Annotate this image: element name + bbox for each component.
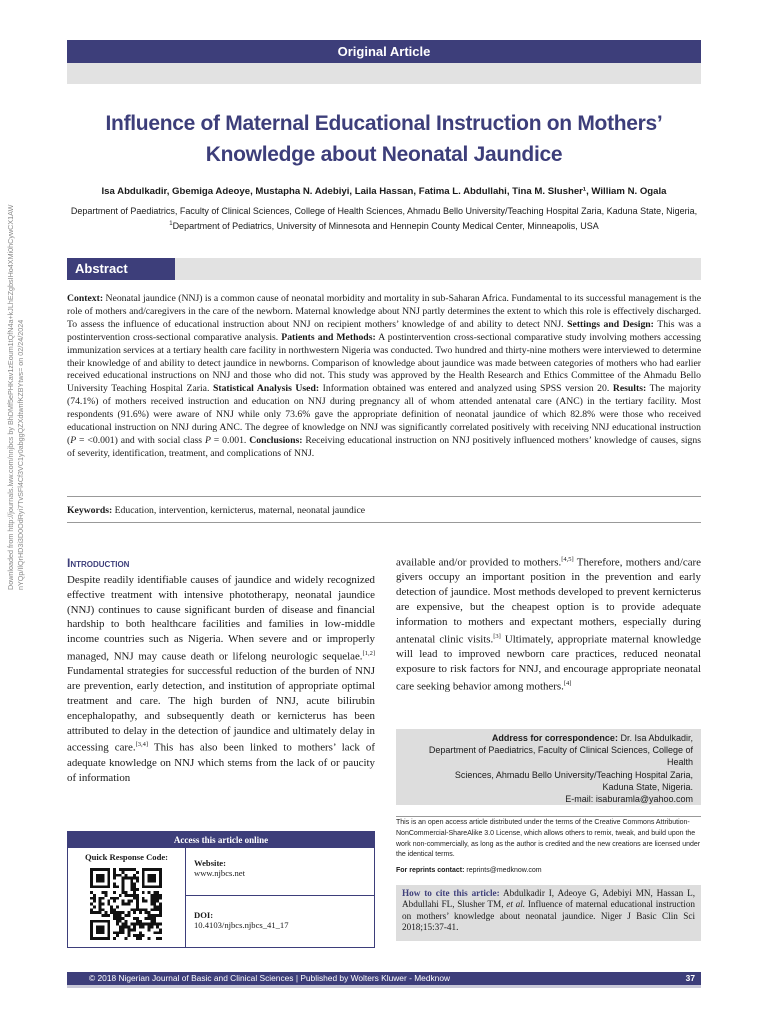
- footer-strip: [67, 985, 701, 988]
- citation-ref[interactable]: [4]: [563, 679, 572, 687]
- left-column: [67, 556, 375, 785]
- intro-text: Despite readily identifiable causes of jaundice and widely recognized effective treatment with intensive phototherapy, neonatal jaundice (NNJ) continues to cause significant burden of disease and financial hardship to both healthcare facilities and families in low-middle income countries such as Nigeria. When severe and or improperly managed, NNJ may cause death or lifelong neurologic sequelae.: [67, 574, 375, 663]
- qr-label: Quick Response Code:: [84, 852, 169, 862]
- abstract-heading: Abstract: [67, 258, 175, 280]
- email-link[interactable]: isaburamla@yahoo.com: [595, 794, 693, 805]
- keywords: [67, 505, 701, 516]
- citation-ref[interactable]: [4,5]: [561, 556, 574, 563]
- affiliation-1: Department of Paediatrics, Faculty of Clinical Sciences, College of Health Sciences, Ahmadu Bello University/Teaching Hospital Zaria, Kaduna State, Nigeria,: [70, 206, 698, 216]
- keywords-label: Keywords:: [67, 505, 113, 516]
- intro-text: Ultimately, appropriate maternal knowledge will lead to improved newborn care practices, reduced neonatal exposure to risk factors for NNJ, and encourage appropriate neonatal care seeking behavior among mothers.: [396, 633, 701, 693]
- conclusions-label: Conclusions:: [249, 434, 303, 446]
- intro-text: Therefore, mothers and/care givers occupy an important position in the prevention and early detection of jaundice. Most methods developed to prevent kernicterus are expensive, but the cheapest option is to provide adequate information to mothers and expectant mothers, especially during antenatal clinic visits.: [396, 556, 701, 646]
- access-heading: Access this article online: [68, 832, 374, 848]
- article-title: Influence of Maternal Educational Instruction on Mothers’ Knowledge about Neonatal Jaundice: [105, 112, 663, 166]
- website-link[interactable]: www.njbcs.net: [194, 868, 245, 878]
- cite-text-b: Influence of maternal educational instruction on mothers’ knowledge about neonatal jaundice. Niger J Basic Clin Sci 2018;15:37-41.: [402, 899, 696, 933]
- footer-text: © 2018 Nigerian Journal of Basic and Clinical Sciences | Published by Wolters Kluwer - Medknow: [89, 973, 451, 983]
- cite-label: How to cite this article:: [402, 888, 500, 898]
- cite-text-a: Abdulkadir I, Adeoye G, Adebiyi MN, Hassan L, Abdullahi FL, Slusher TM,: [402, 888, 695, 910]
- reprints-label: For reprints contact:: [396, 867, 465, 874]
- patients-label: Patients and Methods:: [281, 331, 376, 343]
- conclusions-text: Receiving educational instruction on NNJ positively influenced mothers’ knowledge of causes, signs of severity, identification, treatment, and complications of NNJ.: [67, 434, 701, 459]
- citation-ref[interactable]: [3]: [493, 632, 501, 640]
- citation-ref[interactable]: [1,2]: [362, 649, 375, 657]
- open-access-notice: This is an open access article distributed under the terms of the Creative Commons Attribution-NonCommercial-ShareAlike 3.0 License, which allows others to remix, tweak, and build upon the work non-commercially, as long as the author is credited and the new creations are licensed under the identical terms.: [396, 819, 701, 859]
- p-value-symbol: P: [70, 434, 77, 446]
- affiliation-marker: 1: [169, 220, 173, 227]
- introduction-heading: Introduction: [67, 556, 130, 570]
- affiliation-2: [67, 218, 701, 233]
- intro-text: available and/or provided to mothers.: [396, 556, 562, 569]
- introduction-paragraph-2: [396, 553, 701, 694]
- website-row: [186, 848, 374, 896]
- patients-text: A postintervention cross-sectional comparative study involving mothers accessing immunization services at a tertiary health care facility in northwestern Nigeria was conducted. Two hundred and thirty-nine mothers were interviewed to determine their knowledge of and ability to detect jaundice in newborns. Comparison of knowledge about jaundice was made between categories of mothers who had earlier received educational instructions on NNJ and those who did not. This study was approved by the Health Research and Ethics Committee of the Ahmadu Bello University Teaching Hospital Zaria.: [67, 331, 701, 395]
- abstract-text: [67, 293, 701, 461]
- divider: [396, 816, 701, 817]
- qr-panel: [68, 848, 186, 947]
- qr-code-icon[interactable]: [90, 868, 162, 940]
- cite-etal: et al.: [506, 899, 526, 910]
- reprints-email[interactable]: reprints@medknow.com: [466, 867, 542, 874]
- citation-box: [396, 885, 701, 941]
- email-label: E-mail:: [565, 794, 594, 805]
- correspondence-address-2: Sciences, Ahmadu Bello University/Teaching Hospital Zaria,: [454, 769, 693, 780]
- correspondence-address-1: Department of Paediatrics, Faculty of Clinical Sciences, College of Health: [428, 745, 693, 768]
- correspondence-label: Address for correspondence:: [491, 733, 618, 743]
- p-value-symbol: P: [204, 434, 211, 446]
- abstract-header: [67, 258, 701, 280]
- doi-label: DOI:: [194, 910, 214, 920]
- right-column: [396, 553, 701, 694]
- divider: [67, 522, 701, 523]
- settings-label: Settings and Design:: [567, 318, 654, 330]
- results-label: Results:: [612, 383, 647, 395]
- website-label: Website:: [194, 858, 226, 868]
- citation-ref[interactable]: [3,4]: [135, 741, 149, 749]
- page-footer: [67, 972, 701, 985]
- intro-text: This has also been linked to mothers’ lack of adequate knowledge on NNJ which stems from the lack of or paucity of information: [67, 742, 375, 784]
- doi-row: [186, 896, 374, 947]
- correspondence-box: [396, 729, 701, 805]
- stats-text: Information obtained was entered and analyzed using SPSS version 20.: [322, 383, 610, 395]
- correspondence-name: Dr. Isa Abdulkadir,: [620, 733, 693, 743]
- divider: [67, 496, 701, 497]
- keywords-text: Education, intervention, kernicterus, maternal, neonatal jaundice: [114, 505, 366, 516]
- stats-label: Statistical Analysis Used:: [212, 383, 320, 395]
- banner-strip: [67, 63, 701, 84]
- correspondence-address-3: Kaduna State, Nigeria.: [602, 781, 693, 792]
- page-number: 37: [685, 973, 695, 983]
- affiliation-2-text: Department of Pediatrics, University of Minnesota and Hennepin County Medical Center, Minneapolis, USA: [172, 220, 599, 231]
- access-online-box: [67, 831, 375, 948]
- author-list: Isa Abdulkadir, Gbemiga Adeoye, Mustapha N. Adebiyi, Laila Hassan, Fatima L. Abdullahi, Tina M. Slusher¹, William N. Ogala: [101, 186, 667, 197]
- results-text-a: The majority (74.1%) of mothers received instruction and education on NNJ during pregnancy all of whom attended antenatal care (ANC) in the tertiary facility. Most respondents (91.6%) were aware of NNJ while only 73.6% gave the appropriate definition of neonatal jaundice of which 82.8% were those who received educational instruction on NNJ during ANC. The degree of knowledge on NNJ was significantly correlated positively with receiving NNJ educational instruction (: [67, 383, 702, 446]
- download-watermark: Downloaded from http://journals.lww.com/nnjbcs by BhDMf5ePHKav1zEoum1tQfN4a+kJLhEZgbsIHo4XMi0hCywCX1AW nYQp/IlQrHD3i3D0OdRyi7TvSFl4Cf3VC1y0abggQZXdtwnfKZBYtws= on 02/24/2024: [6, 204, 25, 590]
- article-type-banner: [67, 40, 701, 84]
- affiliations: [67, 205, 701, 232]
- access-info: [186, 848, 374, 947]
- intro-text: Fundamental strategies for successful reduction of the burden of NNJ are prevention, early detection, and institution of appropriate optimal treatment and care. The high burden of NNJ, acute bilirubin encephalopathy, and subsequently death or kernicterus has been attributed to delay in the detection of jaundice and ultimately delay in accessing care.: [67, 665, 375, 755]
- context-label: Context:: [67, 293, 104, 304]
- correspondence-email-line: [404, 793, 693, 805]
- results-text-b: = <0.001) and with social class: [76, 434, 205, 446]
- results-text-c: = 0.001.: [210, 434, 247, 446]
- article-type-label: Original Article: [67, 40, 701, 63]
- context-text: Neonatal jaundice (NNJ) is a common cause of neonatal morbidity and mortality in sub-Saharan Africa. Fundamental to its successful management is the role of mothers and/caregivers in the care of the newborn. Maternal knowledge about NNJ partly determines the extent to which this role is effectively discharged. To assess the influence of educational instruction about NNJ on recipient mothers’ knowledge of and ability to detect NNJ.: [67, 293, 701, 330]
- reprints-line: [396, 867, 701, 874]
- introduction-paragraph-1: [67, 573, 375, 785]
- doi-link[interactable]: 10.4103/njbcs.njbcs_41_17: [194, 920, 289, 930]
- correspondence-name-line: [404, 732, 693, 744]
- settings-text: This was a postintervention cross-sectional comparative analysis.: [67, 318, 701, 343]
